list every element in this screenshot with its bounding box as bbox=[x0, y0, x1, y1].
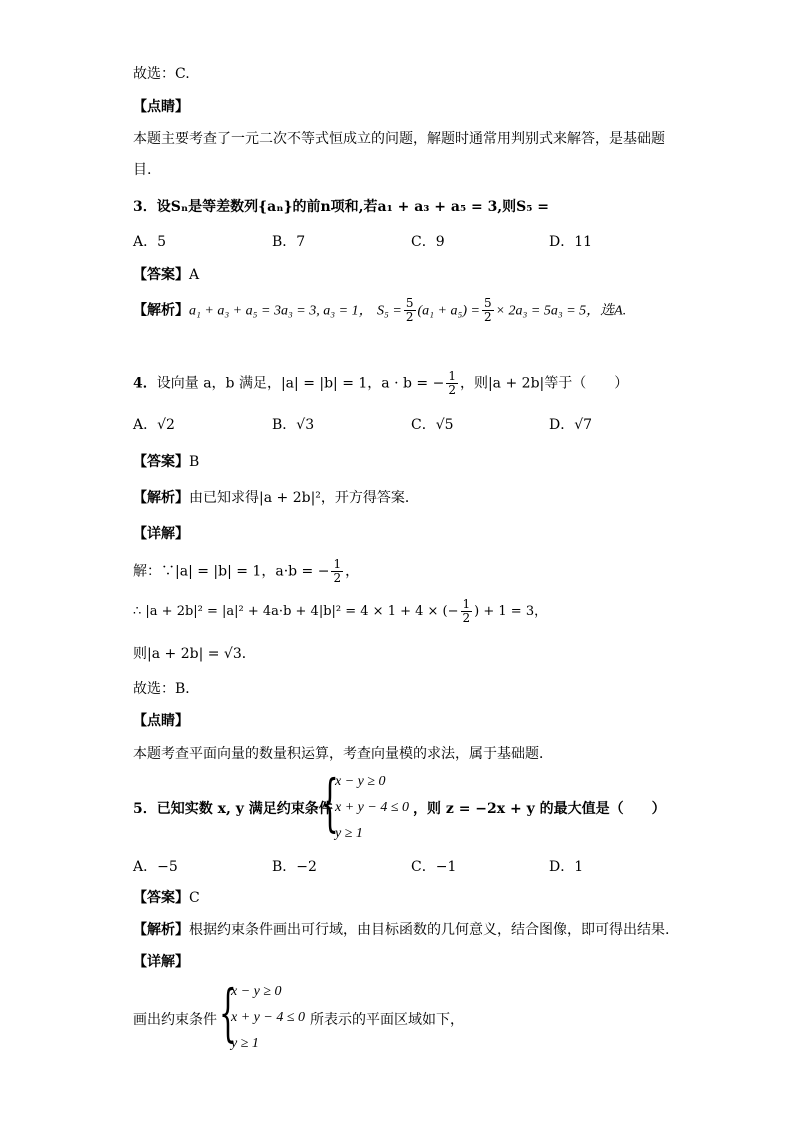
q3-option-d: D．11 bbox=[549, 234, 593, 250]
q5-constraint-system bbox=[321, 766, 421, 844]
prev-dianjing-text-2: 目. bbox=[133, 162, 152, 178]
q5-detail-constraint-1: x − y ≥ 0 bbox=[231, 984, 282, 999]
q4-detail-line-2 bbox=[133, 598, 547, 625]
q5-answer-line bbox=[133, 888, 200, 908]
q5-constraint-1: x − y ≥ 0 bbox=[335, 774, 386, 789]
q3-analysis-b: S₅ = bbox=[377, 303, 402, 319]
q4-detail-fraction-2: $\frac{1}{2}$ bbox=[462, 597, 471, 625]
q4-detail-line-1 bbox=[133, 558, 359, 585]
q4-dianjing-text: 本题考查平面向量的数量积运算，考查向量模的求法，属于基础题． bbox=[133, 746, 553, 762]
prev-dianjing-text-1: 本题主要考查了一元二次不等式恒成立的问题，解题时通常用判别式来解答，是基础题 bbox=[133, 131, 665, 147]
q3-answer: A bbox=[189, 267, 200, 283]
q4-stem-line bbox=[133, 370, 628, 397]
q4-option-a: A．√2 bbox=[133, 417, 175, 433]
q3-stem-line bbox=[133, 197, 549, 217]
q4-detail-line-3: 则|a + 2b| = √3． bbox=[133, 646, 256, 662]
q3-analysis-c: (a₁ + a₅) = bbox=[417, 303, 480, 319]
q4-detail-label: 【详解】 bbox=[133, 526, 189, 542]
prev-dianjing-label: 【点睛】 bbox=[133, 99, 189, 115]
q5-option-d: D．1 bbox=[549, 859, 584, 875]
q5-option-a: A．−5 bbox=[133, 859, 178, 875]
q5-option-c: C．−1 bbox=[411, 859, 457, 875]
q4-option-d: D．√7 bbox=[549, 417, 593, 433]
q5-number: 5． bbox=[133, 801, 157, 817]
q5-brace: { bbox=[321, 766, 339, 839]
q4-detail-1b: ， bbox=[345, 563, 360, 580]
q5-detail-constraint-2: x + y − 4 ≤ 0 bbox=[231, 1010, 306, 1025]
q4-analysis-line bbox=[133, 488, 419, 508]
q3-analysis-label: 【解析】 bbox=[133, 302, 189, 319]
q5-analysis: 根据约束条件画出可行域，由目标函数的几何意义，结合图像，即可得出结果. bbox=[189, 922, 670, 938]
q5-stem-b: ，则 z = −2x + y 的最大值是（ ） bbox=[413, 801, 666, 817]
q5-option-b: B．−2 bbox=[272, 859, 317, 875]
q3-analysis-a: a₁ + a₃ + a₅ = 3a₃ = 3, a₃ = 1， bbox=[189, 303, 373, 319]
q5-constraint-3: y ≥ 1 bbox=[335, 826, 363, 841]
q5-detail-b: 所表示的平面区域如下， bbox=[310, 1012, 464, 1028]
q5-detail-brace: { bbox=[219, 976, 237, 1049]
q4-detail-1a: 解：∵|a| = |b| = 1，a·b = − bbox=[133, 563, 330, 580]
q5-analysis-label: 【解析】 bbox=[133, 922, 189, 938]
q4-answer: B bbox=[189, 454, 200, 470]
q5-detail-label: 【详解】 bbox=[133, 954, 189, 970]
q3-option-c: C．9 bbox=[411, 234, 445, 250]
q3-answer-label: 【答案】 bbox=[133, 267, 189, 283]
q4-number: 4． bbox=[133, 375, 157, 392]
q3-option-a: A．5 bbox=[133, 234, 167, 250]
q3-analysis-d: × 2a₃ = 5a₃ = 5，选A. bbox=[495, 303, 627, 319]
q3-number: 3． bbox=[133, 199, 157, 215]
q4-analysis: 由已知求得|a + 2b|²，开方得答案． bbox=[189, 490, 419, 506]
q4-detail-2a: ∴ |a + 2b|² = |a|² + 4a·b + 4|b|² = 4 × 1 + 4 × (− bbox=[133, 604, 459, 619]
q4-answer-line bbox=[133, 452, 199, 472]
q5-answer: C bbox=[189, 890, 200, 906]
q4-detail-2b: ) + 1 = 3， bbox=[474, 604, 548, 619]
q4-detail-fraction-1: $\frac{1}{2}$ bbox=[333, 557, 342, 585]
q3-stem: 设Sₙ是等差数列{aₙ}的前n项和,若a₁ + a₃ + a₅ = 3,则S₅ = bbox=[156, 199, 550, 215]
q5-stem-a: 已知实数 x, y 满足约束条件 bbox=[156, 801, 333, 817]
q4-stem-b: ，则|a + 2b|等于（ ） bbox=[459, 375, 629, 392]
q3-option-b: B．7 bbox=[272, 234, 306, 250]
q4-option-c: C．√5 bbox=[411, 417, 454, 433]
q5-stem-line bbox=[133, 799, 333, 819]
q4-analysis-label: 【解析】 bbox=[133, 490, 189, 506]
q3-analysis-line bbox=[133, 297, 626, 325]
q5-constraint-2: x + y − 4 ≤ 0 bbox=[335, 800, 410, 815]
q5-detail-constraint-3: y ≥ 1 bbox=[231, 1036, 259, 1051]
q4-answer-label: 【答案】 bbox=[133, 454, 189, 470]
q4-option-b: B．√3 bbox=[272, 417, 315, 433]
q4-conclusion: 故选：B． bbox=[133, 681, 200, 697]
q5-analysis-line bbox=[133, 920, 669, 940]
q5-answer-label: 【答案】 bbox=[133, 890, 189, 906]
prev-conclusion: 故选：C. bbox=[133, 66, 190, 82]
q4-stem-a: 设向量 a，b 满足，|a| = |b| = 1，a · b = − bbox=[156, 375, 445, 392]
q3-fraction-1: $\frac{5}{2}$ bbox=[405, 296, 414, 324]
q5-detail-a: 画出约束条件 bbox=[133, 1012, 217, 1028]
q4-stem-fraction: $\frac{1}{2}$ bbox=[448, 369, 456, 397]
q3-answer-line bbox=[133, 265, 199, 285]
q3-fraction-2: $\frac{5}{2}$ bbox=[483, 296, 492, 324]
q4-dianjing-label: 【点睛】 bbox=[133, 713, 189, 729]
